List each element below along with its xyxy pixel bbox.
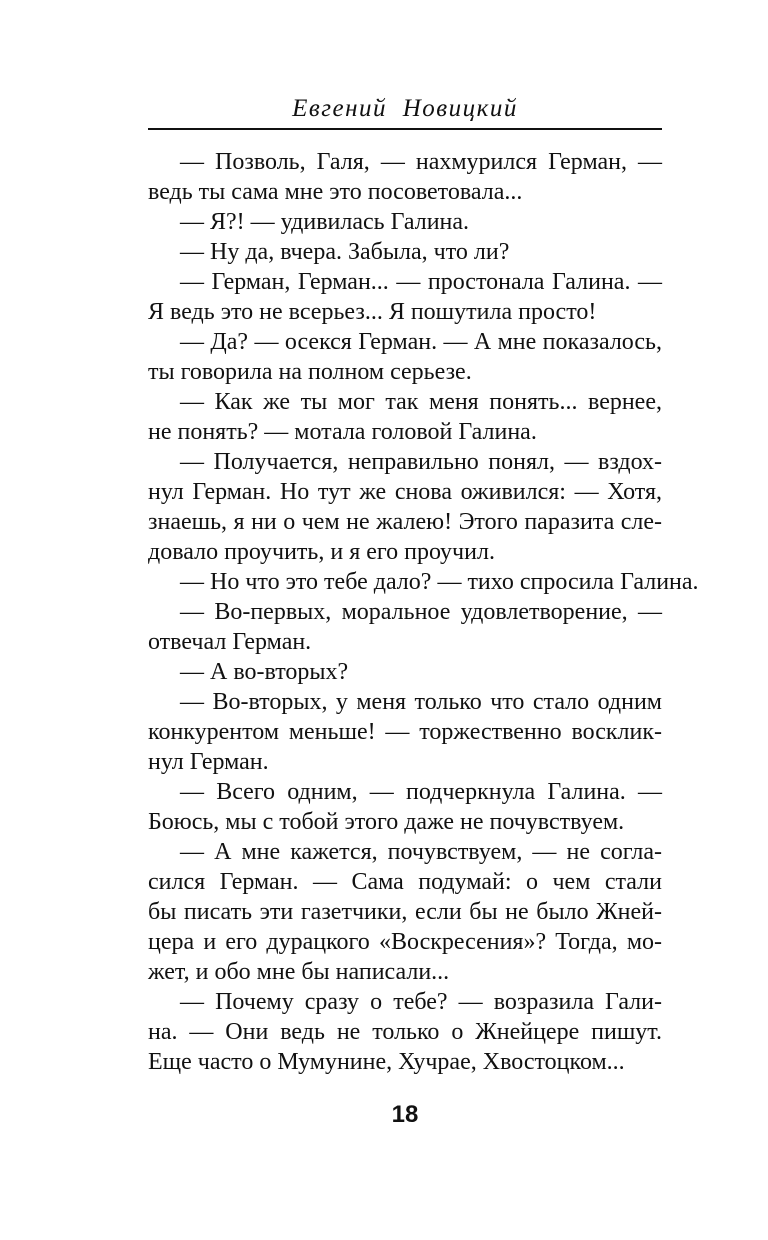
text-line: нул Герман. [148, 749, 269, 775]
paragraph [148, 237, 662, 267]
text-line: — Ну да, вчера. Забыла, что ли? [180, 239, 510, 265]
text-line: — Получается, неправильно понял, — вздох- [180, 449, 662, 475]
text-line: — Позволь, Галя, — нахмурился Герман, — [180, 149, 662, 175]
text-line: — Всего одним, — подчеркнула Галина. — [180, 779, 662, 805]
body-text [148, 147, 699, 1077]
paragraph [148, 657, 662, 687]
text-line: нул Герман. Но тут же снова оживился: — Хотя, [148, 479, 662, 505]
paragraph [148, 777, 662, 837]
paragraph [148, 597, 662, 657]
text-line: — Но что это тебе дало? — тихо спросила Галина. [180, 569, 699, 595]
text-line: — Во-первых, моральное удовлетворение, — [180, 599, 662, 625]
text-line: сился Герман. — Сама подумай: о чем стали [148, 869, 662, 895]
paragraph [148, 837, 662, 987]
paragraph [148, 687, 662, 777]
page-number: 18 [391, 1101, 419, 1128]
paragraph [148, 147, 662, 207]
text-line: конкурентом меньше! — торжественно восклик- [148, 719, 662, 745]
text-line: ты говорила на полном серьезе. [148, 359, 472, 385]
header-rule [148, 128, 662, 130]
text-line: довало проучить, и я его проучил. [148, 539, 495, 565]
text-line: Я ведь это не всерьез... Я пошутила просто! [148, 299, 597, 325]
paragraph [148, 327, 662, 387]
text-line: отвечал Герман. [148, 629, 312, 655]
paragraph [148, 267, 662, 327]
text-line: — А мне кажется, почувствуем, — не согла- [180, 839, 662, 865]
paragraph [148, 567, 699, 597]
paragraph [148, 987, 662, 1077]
text-line: — Герман, Герман... — простонала Галина. — [180, 269, 662, 295]
paragraph [148, 207, 662, 237]
text-line: — Я?! — удивилась Галина. [180, 209, 470, 235]
paragraph [148, 387, 662, 447]
text-line: — Да? — осекся Герман. — А мне показалось, [180, 329, 662, 355]
text-line: Боюсь, мы с тобой этого даже не почувствуем. [148, 809, 625, 835]
text-line: на. — Они ведь не только о Жнейцере пишут. [148, 1019, 662, 1045]
text-line: бы писать эти газетчики, если бы не было Жней- [148, 899, 662, 925]
text-line: цера и его дурацкого «Воскресения»? Тогда, мо- [148, 929, 662, 955]
text-line: ведь ты сама мне это посоветовала... [148, 179, 523, 205]
running-head: Евгений Новицкий [292, 95, 518, 122]
text-line: — Почему сразу о тебе? — возразила Гали- [180, 989, 662, 1015]
text-line: — Как же ты мог так меня понять... вернее, [180, 389, 662, 415]
text-line: Еще часто о Мумунине, Хучрае, Хвостоцком... [148, 1049, 625, 1075]
text-line: — А во-вторых? [180, 659, 349, 685]
text-line: знаешь, я ни о чем не жалею! Этого паразита сле- [148, 509, 662, 535]
text-line: — Во-вторых, у меня только что стало одним [180, 689, 662, 715]
text-line: не понять? — мотала головой Галина. [148, 419, 537, 445]
text-line: жет, и обо мне бы написали... [148, 959, 450, 985]
paragraph [148, 447, 662, 567]
